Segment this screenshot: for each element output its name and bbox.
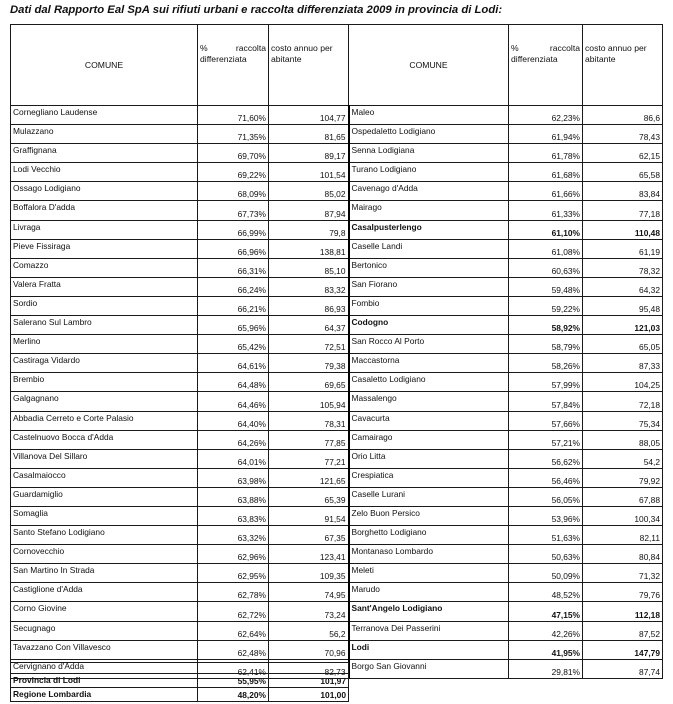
comune-right-costo: 65,58 [583, 163, 663, 182]
header-costo-right: costo annuo per abitante [583, 25, 663, 106]
table-row [11, 487, 663, 506]
comune-right-costo: 83,84 [583, 182, 663, 201]
comune-left-name: Galgagnano [11, 392, 198, 411]
comune-left-name: Sordio [11, 296, 198, 315]
comune-right-name: Ospedaletto Lodigiano [349, 125, 509, 144]
header-comune-left: COMUNE [11, 25, 198, 106]
table-row [11, 545, 663, 564]
comune-right-costo: 65,05 [583, 335, 663, 354]
comune-right-raccolta: 61,78% [509, 144, 583, 163]
comune-right-raccolta: 58,26% [509, 354, 583, 373]
comune-right-costo: 72,18 [583, 392, 663, 411]
comune-right-raccolta: 56,62% [509, 449, 583, 468]
comune-right-raccolta: 57,99% [509, 373, 583, 392]
comune-left-costo: 109,35 [269, 564, 349, 583]
comune-left-name: Comazzo [11, 258, 198, 277]
comune-left-costo: 85,10 [269, 258, 349, 277]
comune-left-costo: 104,77 [269, 106, 349, 125]
comune-left-raccolta: 64,40% [198, 411, 269, 430]
comune-left-name: Santo Stefano Lodigiano [11, 526, 198, 545]
comune-right-costo: 67,88 [583, 487, 663, 506]
comune-right-raccolta: 50,09% [509, 564, 583, 583]
comune-right-raccolta: 61,94% [509, 125, 583, 144]
comune-left-raccolta: 62,48% [198, 640, 269, 659]
comune-right-costo: 147,79 [583, 640, 663, 659]
table-row [11, 258, 663, 277]
comune-right-costo: 79,76 [583, 583, 663, 602]
comune-left-raccolta: 71,60% [198, 106, 269, 125]
summary-pct: 55,95% [198, 674, 269, 688]
comune-left-raccolta: 63,98% [198, 468, 269, 487]
comune-right-name: Massalengo [349, 392, 509, 411]
comune-left-costo: 82,73 [269, 659, 349, 678]
comune-right-name: Marudo [349, 583, 509, 602]
comune-right-name: Sant'Angelo Lodigiano [349, 602, 509, 621]
comune-left-name: Casalmaiocco [11, 468, 198, 487]
comune-right-raccolta: 29,81% [509, 659, 583, 678]
comune-right-name: Cavacurta [349, 411, 509, 430]
comune-left-costo: 79,38 [269, 354, 349, 373]
comune-left-name: Castiraga Vidardo [11, 354, 198, 373]
comune-right-raccolta: 41,95% [509, 640, 583, 659]
comune-left-costo: 78,31 [269, 411, 349, 430]
summary-row-regione [11, 688, 349, 702]
comune-right-name: Caselle Landi [349, 239, 509, 258]
comune-right-costo: 64,32 [583, 277, 663, 296]
table-row [11, 335, 663, 354]
comune-right-name: Casaletto Lodigiano [349, 373, 509, 392]
table-row [11, 468, 663, 487]
comune-right-name: San Fiorano [349, 277, 509, 296]
comune-right-name: Maleo [349, 106, 509, 125]
comune-left-raccolta: 66,21% [198, 296, 269, 315]
comune-right-name: Cavenago d'Adda [349, 182, 509, 201]
comune-left-name: Corno Giovine [11, 602, 198, 621]
comune-right-raccolta: 61,68% [509, 163, 583, 182]
comune-left-costo: 91,54 [269, 506, 349, 525]
comune-right-costo: 71,32 [583, 564, 663, 583]
comune-left-costo: 65,39 [269, 487, 349, 506]
comune-right-costo: 78,43 [583, 125, 663, 144]
comune-left-name: Valera Fratta [11, 277, 198, 296]
comune-right-raccolta: 59,48% [509, 277, 583, 296]
comune-right-costo: 61,19 [583, 239, 663, 258]
summary-name: Regione Lombardia [11, 688, 198, 702]
comune-right-raccolta: 61,66% [509, 182, 583, 201]
comune-left-costo: 85,02 [269, 182, 349, 201]
comune-left-costo: 64,37 [269, 316, 349, 335]
comune-right-costo: 100,34 [583, 506, 663, 525]
comune-left-name: Merlino [11, 335, 198, 354]
comune-left-raccolta: 65,42% [198, 335, 269, 354]
comune-right-costo: 86,6 [583, 106, 663, 125]
comune-left-costo: 77,85 [269, 430, 349, 449]
comune-left-name: Villanova Del Sillaro [11, 449, 198, 468]
comune-right-name: Crespiatica [349, 468, 509, 487]
header-raccolta-left: % raccolta differenziata [198, 25, 269, 106]
comune-right-costo: 62,15 [583, 144, 663, 163]
comune-right-costo: 88,05 [583, 430, 663, 449]
summary-table [10, 662, 349, 702]
comune-right-raccolta: 58,79% [509, 335, 583, 354]
summary-cost: 101,00 [269, 688, 349, 702]
comune-right-name: Borgo San Giovanni [349, 659, 509, 678]
comune-right-costo: 80,84 [583, 545, 663, 564]
comune-right-name: Maccastorna [349, 354, 509, 373]
comune-left-costo: 77,21 [269, 449, 349, 468]
comune-left-costo: 72,51 [269, 335, 349, 354]
comune-left-name: Brembio [11, 373, 198, 392]
comune-left-name: Secugnago [11, 621, 198, 640]
comune-right-name: Senna Lodigiana [349, 144, 509, 163]
comune-left-costo: 123,41 [269, 545, 349, 564]
comune-left-name: Tavazzano Con Villavesco [11, 640, 198, 659]
table-row [11, 316, 663, 335]
comune-right-name: Orio Litta [349, 449, 509, 468]
comune-right-name: San Rocco Al Porto [349, 335, 509, 354]
comune-left-raccolta: 66,31% [198, 258, 269, 277]
header-costo-left: costo annuo per abitante [269, 25, 349, 106]
table-row [11, 277, 663, 296]
comune-left-name: Salerano Sul Lambro [11, 316, 198, 335]
recycling-data-table [10, 24, 663, 679]
table-row [11, 220, 663, 239]
comune-left-costo: 67,35 [269, 526, 349, 545]
comune-left-raccolta: 64,61% [198, 354, 269, 373]
comune-left-name: Graffignana [11, 144, 198, 163]
table-row [11, 182, 663, 201]
table-row [11, 411, 663, 430]
comune-left-costo: 101,54 [269, 163, 349, 182]
comune-left-raccolta: 67,73% [198, 201, 269, 220]
table-row [11, 526, 663, 545]
comune-right-name: Zelo Buon Persico [349, 506, 509, 525]
comune-left-name: Mulazzano [11, 125, 198, 144]
comune-left-raccolta: 69,70% [198, 144, 269, 163]
comune-left-raccolta: 71,35% [198, 125, 269, 144]
comune-right-raccolta: 61,33% [509, 201, 583, 220]
table-row [11, 449, 663, 468]
table-row [11, 201, 663, 220]
comune-right-raccolta: 47,15% [509, 602, 583, 621]
comune-right-costo: 112,18 [583, 602, 663, 621]
comune-right-raccolta: 56,46% [509, 468, 583, 487]
comune-right-costo: 95,48 [583, 296, 663, 315]
header-raccolta-right: % raccolta differenziata [509, 25, 583, 106]
summary-pct: 48,20% [198, 688, 269, 702]
comune-left-raccolta: 64,46% [198, 392, 269, 411]
comune-left-costo: 138,81 [269, 239, 349, 258]
table-row [11, 373, 663, 392]
comune-right-raccolta: 53,96% [509, 506, 583, 525]
comune-left-raccolta: 63,88% [198, 487, 269, 506]
comune-right-costo: 121,03 [583, 316, 663, 335]
comune-left-name: Lodi Vecchio [11, 163, 198, 182]
comune-right-raccolta: 60,63% [509, 258, 583, 277]
comune-right-costo: 75,34 [583, 411, 663, 430]
comune-left-costo: 87,94 [269, 201, 349, 220]
comune-left-raccolta: 63,83% [198, 506, 269, 525]
comune-right-raccolta: 48,52% [509, 583, 583, 602]
comune-left-raccolta: 62,95% [198, 564, 269, 583]
comune-left-name: Cornovecchio [11, 545, 198, 564]
document-title: Dati dal Rapporto Eal SpA sui rifiuti urbani e raccolta differenziata 2009 in provincia di Lodi: [10, 4, 503, 16]
comune-left-costo: 74,95 [269, 583, 349, 602]
table-row [11, 144, 663, 163]
comune-right-costo: 87,52 [583, 621, 663, 640]
comune-right-costo: 87,33 [583, 354, 663, 373]
comune-right-raccolta: 59,22% [509, 296, 583, 315]
comune-left-raccolta: 62,96% [198, 545, 269, 564]
comune-right-name: Meleti [349, 564, 509, 583]
comune-right-costo: 104,25 [583, 373, 663, 392]
summary-cost: 101,97 [269, 674, 349, 688]
comune-right-costo: 54,2 [583, 449, 663, 468]
comune-left-costo: 70,96 [269, 640, 349, 659]
comune-left-name: Castiglione d'Adda [11, 583, 198, 602]
comune-left-costo: 79,8 [269, 220, 349, 239]
comune-right-raccolta: 42,26% [509, 621, 583, 640]
comune-right-costo: 79,92 [583, 468, 663, 487]
comune-left-raccolta: 64,01% [198, 449, 269, 468]
comune-left-costo: 56,2 [269, 621, 349, 640]
comune-right-raccolta: 57,84% [509, 392, 583, 411]
table-row [11, 392, 663, 411]
table-row [11, 430, 663, 449]
comune-right-name: Mairago [349, 201, 509, 220]
comune-left-raccolta: 66,96% [198, 239, 269, 258]
comune-left-name: San Martino In Strada [11, 564, 198, 583]
comune-right-raccolta: 61,10% [509, 220, 583, 239]
comune-right-name: Bertonico [349, 258, 509, 277]
comune-right-costo: 82,11 [583, 526, 663, 545]
comune-right-name: Turano Lodigiano [349, 163, 509, 182]
comune-right-raccolta: 62,23% [509, 106, 583, 125]
table-row [11, 163, 663, 182]
comune-left-costo: 121,65 [269, 468, 349, 487]
table-row [11, 602, 663, 621]
comune-left-raccolta: 62,78% [198, 583, 269, 602]
comune-right-raccolta: 51,63% [509, 526, 583, 545]
comune-left-name: Livraga [11, 220, 198, 239]
comune-left-costo: 73,24 [269, 602, 349, 621]
comune-left-costo: 69,65 [269, 373, 349, 392]
comune-right-costo: 77,18 [583, 201, 663, 220]
summary-name: Provincia di Lodi [11, 674, 198, 688]
comune-left-raccolta: 68,09% [198, 182, 269, 201]
comune-left-raccolta: 64,26% [198, 430, 269, 449]
table-row [11, 239, 663, 258]
comune-right-costo: 87,74 [583, 659, 663, 678]
comune-left-raccolta: 62,72% [198, 602, 269, 621]
comune-right-name: Borghetto Lodigiano [349, 526, 509, 545]
comune-left-name: Cervignano d'Adda [11, 659, 198, 678]
comune-left-name: Boffalora D'adda [11, 201, 198, 220]
comune-left-raccolta: 66,24% [198, 277, 269, 296]
comune-left-costo: 89,17 [269, 144, 349, 163]
comune-left-name: Abbadia Cerreto e Corte Palasio [11, 411, 198, 430]
comune-right-raccolta: 57,66% [509, 411, 583, 430]
comune-left-name: Castelnuovo Bocca d'Adda [11, 430, 198, 449]
comune-left-name: Pieve Fissiraga [11, 239, 198, 258]
table-row [11, 354, 663, 373]
summary-spacer-row [11, 663, 349, 674]
comune-left-raccolta: 63,32% [198, 526, 269, 545]
comune-right-raccolta: 56,05% [509, 487, 583, 506]
comune-left-raccolta: 62,64% [198, 621, 269, 640]
comune-right-raccolta: 57,21% [509, 430, 583, 449]
table-header-row [11, 25, 663, 106]
comune-right-costo: 110,48 [583, 220, 663, 239]
empty-cell [269, 663, 349, 674]
comune-right-costo: 78,32 [583, 258, 663, 277]
table-row [11, 640, 663, 659]
table-row [11, 583, 663, 602]
comune-left-name: Somaglia [11, 506, 198, 525]
comune-right-name: Caselle Lurani [349, 487, 509, 506]
comune-left-raccolta: 65,96% [198, 316, 269, 335]
table-body [11, 106, 663, 679]
comune-left-costo: 105,94 [269, 392, 349, 411]
table-row [11, 296, 663, 315]
table-row [11, 125, 663, 144]
empty-cell [198, 663, 269, 674]
comune-left-name: Cornegliano Laudense [11, 106, 198, 125]
comune-left-raccolta: 64,48% [198, 373, 269, 392]
table-row [11, 506, 663, 525]
comune-right-raccolta: 58,92% [509, 316, 583, 335]
comune-right-name: Montanaso Lombardo [349, 545, 509, 564]
empty-cell [11, 663, 198, 674]
comune-left-costo: 86,93 [269, 296, 349, 315]
comune-right-name: Codogno [349, 316, 509, 335]
comune-right-raccolta: 61,08% [509, 239, 583, 258]
comune-left-costo: 81,65 [269, 125, 349, 144]
table-row [11, 564, 663, 583]
comune-left-costo: 83,32 [269, 277, 349, 296]
comune-left-name: Guardamiglio [11, 487, 198, 506]
comune-left-raccolta: 69,22% [198, 163, 269, 182]
comune-right-name: Fombio [349, 296, 509, 315]
table-row [11, 106, 663, 125]
table-row [11, 621, 663, 640]
summary-row-provincia [11, 674, 349, 688]
comune-left-raccolta: 62,41% [198, 659, 269, 678]
comune-right-name: Terranova Dei Passerini [349, 621, 509, 640]
comune-left-raccolta: 66,99% [198, 220, 269, 239]
comune-right-raccolta: 50,63% [509, 545, 583, 564]
header-comune-right: COMUNE [349, 25, 509, 106]
comune-right-name: Camairago [349, 430, 509, 449]
comune-left-name: Ossago Lodigiano [11, 182, 198, 201]
comune-right-name: Casalpusterlengo [349, 220, 509, 239]
comune-right-name: Lodi [349, 640, 509, 659]
